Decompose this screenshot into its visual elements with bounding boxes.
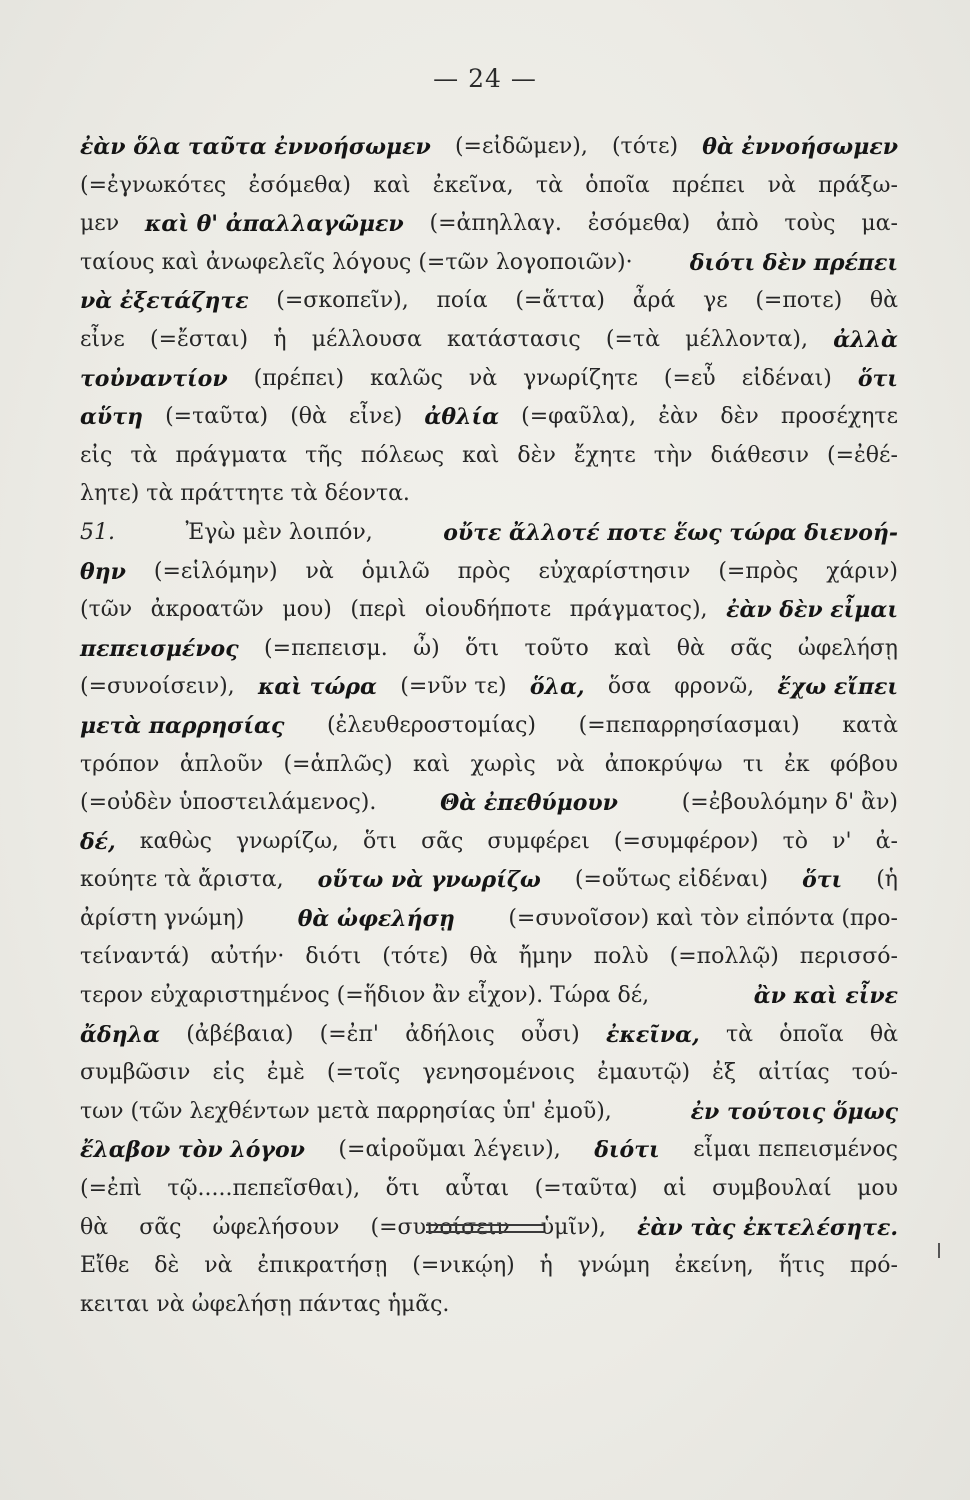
emphasized-phrase: πεπεισμένος [80, 635, 239, 662]
text-word: δὲ [154, 1253, 180, 1279]
emphasized-phrase: διότι δὲν πρέπει [689, 249, 898, 276]
text-word: (=ἅττα) [515, 288, 605, 314]
text-word: πράξω- [818, 172, 898, 198]
text-line [80, 1170, 898, 1209]
text-word: (=νῦν τε) [400, 674, 507, 700]
text-word: θὰ [80, 1214, 109, 1240]
text-line [80, 1054, 898, 1093]
text-word: ἡ [539, 1253, 553, 1279]
text-word: ἐμὲ [266, 1060, 305, 1086]
end-rule-top [426, 1224, 544, 1226]
text-word: (=ταῦτα) [534, 1176, 638, 1202]
text-word: τοῦτο [524, 635, 589, 661]
text-word: περισσό- [799, 944, 898, 970]
text-word: τῆς [305, 442, 343, 468]
text-word: τού- [851, 1060, 898, 1086]
text-word: συμβουλαί [712, 1176, 832, 1202]
text-line [80, 437, 898, 476]
text-line [80, 128, 898, 167]
text-word: νὰ [556, 751, 585, 777]
text-word: προσέχητε [780, 404, 898, 430]
text-word: (=οὐδὲν ὑποστειλάμενος). [80, 790, 377, 816]
text-word: σᾶς [139, 1214, 182, 1240]
text-word: φρονῶ, [674, 674, 755, 700]
text-word: ἐσόμεθα) [587, 211, 691, 237]
text-word: (=ἐπ' [319, 1021, 379, 1047]
text-word: (ἀβέβαια) [186, 1021, 294, 1047]
text-word: αὗται [445, 1176, 510, 1202]
text-word: μέλλοντα), [685, 326, 808, 352]
emphasized-phrase: Θὰ ἐπεθύμουν [440, 790, 618, 817]
text-word: ἐκ [784, 751, 810, 777]
text-word: οἱουδήποτε [424, 597, 552, 623]
text-line [80, 1209, 898, 1248]
text-line [80, 282, 898, 321]
text-word: καὶ [614, 635, 652, 661]
margin-mark [938, 1243, 940, 1258]
text-word: καὶ [462, 442, 500, 468]
text-word: σᾶς [421, 828, 464, 854]
emphasized-phrase: δέ, [80, 828, 116, 855]
text-word: ἐσόμεθα) [248, 172, 351, 198]
text-word: θὰ [469, 944, 498, 970]
text-word: (=συνοίσειν), [80, 674, 235, 700]
text-word: εἰς [80, 442, 113, 468]
text-word: ἔχητε [573, 442, 636, 468]
text-line [80, 514, 898, 553]
text-word: ὑμῖν), [540, 1214, 606, 1240]
text-line [80, 977, 898, 1016]
emphasized-phrase: οὔτε ἄλλοτέ ποτε ἕως τώρα διενοή- [443, 519, 898, 546]
text-word: πρό- [849, 1253, 898, 1279]
text-word: νὰ [767, 172, 796, 198]
text-word: αἰτίας [758, 1060, 830, 1086]
text-word: τρόπον [80, 751, 160, 777]
text-line [80, 205, 898, 244]
text-word: ἆρά [632, 288, 676, 314]
text-word: πρέπει [672, 172, 746, 198]
emphasized-phrase: ἐὰν τὰς ἐκτελέσητε. [637, 1214, 898, 1241]
text-word: θὰ [869, 1021, 898, 1047]
emphasized-phrase: ἄδηλα [80, 1021, 160, 1048]
text-word: εἶνε) [348, 404, 403, 430]
text-word: εὐχαρίστησιν [538, 558, 691, 584]
text-word: τοὺς [784, 211, 836, 237]
text-word: δὲν [720, 404, 759, 430]
text-word: τείναντά) [80, 944, 190, 970]
text-line [80, 244, 898, 283]
text-word: γνωρίζω, [236, 828, 339, 854]
text-line [80, 707, 898, 746]
text-word: αὐτήν· [210, 944, 285, 970]
text-word: (=ποτε) [755, 288, 843, 314]
text-word: γνώμη [577, 1253, 650, 1279]
text-word: λητε) τὰ πράττητε τὰ δέοντα. [80, 481, 410, 507]
text-word: (τότε) [611, 134, 679, 159]
text-line [80, 900, 898, 939]
emphasized-phrase: ἂν καὶ εἶνε [753, 983, 898, 1010]
text-line [80, 1247, 898, 1286]
emphasized-phrase: μετὰ παρρησίας [80, 712, 285, 739]
text-word: ὦ) [413, 635, 440, 661]
text-word: (=πεπαρρησίασμαι) [578, 712, 800, 738]
text-word: μέλλουσα [311, 326, 422, 352]
text-word: ὁμιλῶ [361, 558, 430, 584]
emphasized-phrase: ἔλαβον τὸν λόγον [80, 1137, 305, 1164]
text-line [80, 630, 898, 669]
text-word: δὲν [517, 442, 556, 468]
emphasized-phrase: ἀθλία [424, 404, 500, 431]
page-number: — 24 — [433, 64, 537, 93]
text-word: (τῶν [80, 597, 133, 623]
text-line [80, 1016, 898, 1055]
text-word: τὰ [535, 172, 563, 198]
text-word: γενησομένοις [422, 1060, 575, 1086]
text-word: ἐκείνη, [674, 1253, 754, 1279]
text-word: 51. [80, 519, 115, 545]
text-word: εἰδέναι) [741, 365, 832, 391]
text-word: ἐξ [712, 1060, 737, 1086]
text-word: χάριν) [826, 558, 898, 584]
text-line [80, 746, 898, 785]
text-word: (=πρὸς [718, 558, 799, 584]
text-word: (=σκοπεῖν), [276, 288, 409, 314]
text-word: (=εἱλόμην) [153, 558, 278, 584]
text-line [80, 475, 898, 514]
text-word: οὖσι) [520, 1021, 580, 1047]
text-word: μου) [282, 597, 332, 623]
text-word: (=ἀπηλλαγ. [429, 211, 562, 237]
emphasized-phrase: διότι [594, 1137, 660, 1164]
text-word: ὁποῖα [779, 1021, 844, 1047]
text-word: (=συμφέρον) [613, 828, 759, 854]
text-word: ὅτι [385, 1176, 420, 1202]
text-line [80, 321, 898, 360]
text-line [80, 861, 898, 900]
text-word: (θὰ [290, 404, 327, 430]
emphasized-phrase: ἐν τούτοις ὅμως [690, 1098, 898, 1125]
emphasized-phrase: οὕτω νὰ γνωρίζω [317, 867, 541, 894]
emphasized-phrase: θὰ ἐννοήσωμεν [702, 134, 898, 160]
text-word: γε [703, 288, 728, 314]
text-word: ἀ- [875, 828, 898, 854]
text-line [80, 1286, 898, 1325]
text-word: διάθεσιν [710, 442, 809, 468]
text-word: (=συνοίσειν [370, 1214, 510, 1240]
text-word: καλῶς [370, 365, 443, 391]
text-word: (=εἰδῶμεν), [454, 134, 588, 159]
body-text [80, 128, 898, 1324]
text-word: πρὸς [457, 558, 511, 584]
text-word: (περὶ [350, 597, 407, 623]
emphasized-phrase: ὅτι [857, 365, 898, 392]
text-word: ἡ [273, 326, 287, 352]
text-word: συμφέρει [487, 828, 590, 854]
text-word: πράγματος), [569, 597, 708, 623]
emphasized-phrase: ἀλλὰ [833, 326, 898, 353]
text-word: ἀποκρύψω [604, 751, 723, 777]
text-word: πράγματα [175, 442, 288, 468]
emphasized-phrase: ἔχω εἴπει [777, 674, 898, 701]
text-word: θὰ [869, 288, 898, 314]
text-word: ἀδήλοις [405, 1021, 495, 1047]
emphasized-phrase: θὰ ὠφελήσῃ [297, 905, 455, 932]
text-word: μα- [861, 211, 898, 237]
text-word: τὸ [782, 828, 809, 854]
text-word: των (τῶν λεχθέντων μετὰ παρρησίας ὑπ' ἐμοῦ), [80, 1098, 612, 1124]
text-word: ὅτι [362, 828, 398, 854]
text-word: νὰ [468, 365, 498, 391]
text-line [80, 1131, 898, 1170]
text-word: νὰ [204, 1253, 233, 1279]
text-word: (=ἐθέ- [826, 442, 898, 468]
text-line [80, 553, 898, 592]
text-word: ἐμαυτῷ) [597, 1060, 691, 1086]
text-word: (=τοῖς [326, 1060, 401, 1086]
text-word: πόλεως [360, 442, 445, 468]
text-line [80, 398, 898, 437]
text-line [80, 360, 898, 399]
text-word: (=ἐπὶ [80, 1176, 142, 1202]
emphasized-phrase: αὕτη [80, 404, 143, 431]
text-word: (ἐλευθεροστομίας) [326, 712, 537, 738]
text-line [80, 784, 898, 823]
text-word: (=εὖ [663, 365, 716, 391]
text-line [80, 938, 898, 977]
text-word: ὅσα [607, 674, 651, 700]
text-word: ἤμην [518, 944, 573, 970]
text-word: (=συνοῖσον) καὶ τὸν εἰπόντα (προ- [508, 905, 898, 931]
text-word: εἰς [212, 1060, 245, 1086]
emphasized-phrase: νὰ ἐξετάζητε [80, 288, 249, 315]
emphasized-phrase: ἐὰν ὅλα ταῦτα ἐννοήσωμεν [80, 134, 431, 160]
text-word: (=ἔσται) [150, 326, 249, 352]
end-rule-bottom [426, 1231, 544, 1233]
text-word: τι [742, 751, 764, 777]
text-word: ποία [436, 288, 488, 314]
text-word: ἐὰν [658, 404, 699, 430]
text-word: ἐπικρατήσῃ [257, 1253, 388, 1279]
text-word: καὶ [373, 172, 411, 198]
text-word: τῷ.....πεπεῖσθαι), [167, 1176, 361, 1202]
text-word: (=φαῦλα), [521, 404, 637, 430]
text-word: Ἐγὼ μὲν λοιπόν, [185, 519, 373, 545]
text-word: ἀπὸ [716, 211, 759, 237]
emphasized-phrase: ἐὰν δὲν εἶμαι [726, 597, 898, 624]
text-word: θὰ [676, 635, 705, 661]
text-word: ἁπλοῦν [179, 751, 264, 777]
text-word: (=νικῴη) [412, 1253, 515, 1279]
text-word: κατὰ [842, 712, 898, 738]
text-word: (=ἐβουλόμην δ' ἂν) [681, 790, 898, 816]
text-word: Εἴθε [80, 1253, 130, 1279]
text-word: νὰ [305, 558, 334, 584]
text-word: τὰ [725, 1021, 753, 1047]
text-word: (=πολλῷ) [669, 944, 779, 970]
text-word: κειται νὰ ὠφελήσῃ πάντας ἡμᾶς. [80, 1291, 450, 1317]
text-word: διότι [305, 944, 362, 970]
text-word: γνωρίζητε [523, 365, 638, 391]
text-word: μου [857, 1176, 898, 1202]
emphasized-phrase: ὅτι [802, 867, 843, 894]
emphasized-phrase: θην [80, 558, 126, 585]
text-line [80, 1093, 898, 1132]
text-word: ὠφελήσῃ [797, 635, 898, 661]
text-word: (=πεπεισμ. [264, 635, 388, 661]
text-word: πολὺ [593, 944, 649, 970]
text-word: εἶμαι πεπεισμένος [693, 1137, 898, 1163]
text-word: (=αἱροῦμαι λέγειν), [338, 1137, 561, 1163]
text-word: ἀρίστη γνώμη) [80, 905, 245, 931]
text-word: (=οὕτως εἰδέναι) [574, 867, 769, 893]
emphasized-phrase: ὅλα, [529, 674, 585, 701]
text-word: καθὼς [139, 828, 212, 854]
text-word: τὰ [130, 442, 158, 468]
text-word: ἀκροατῶν [150, 597, 264, 623]
text-word: ταίους καὶ ἀνωφελεῖς λόγους (=τῶν λογοποιῶν)· [80, 249, 633, 275]
text-word: (πρέπει) [253, 365, 345, 391]
text-word: συμβῶσιν [80, 1060, 191, 1086]
text-word: κατάστασις [447, 326, 581, 352]
text-word: τερον εὐχαριστημένος (=ἥδιον ἂν εἶχον). Τώρα δέ, [80, 983, 650, 1009]
text-word: (=ἁπλῶς) [283, 751, 393, 777]
text-word: κούητε τὰ ἄριστα, [80, 867, 284, 893]
emphasized-phrase: καὶ τώρα [257, 674, 377, 701]
text-word: καὶ [412, 751, 451, 777]
text-word: τὴν [653, 442, 693, 468]
text-word: (=ταῦτα) [165, 404, 269, 430]
text-word: φόβου [830, 751, 898, 777]
text-line [80, 591, 898, 630]
emphasized-phrase: τοὐναντίον [80, 365, 228, 392]
text-word: σᾶς [730, 635, 773, 661]
text-word: ἥτις [778, 1253, 825, 1279]
text-word: ν' [832, 828, 852, 854]
text-line [80, 668, 898, 707]
text-word: αἱ [663, 1176, 687, 1202]
text-line [80, 167, 898, 206]
emphasized-phrase: καὶ θ' ἀπαλλαγῶμεν [144, 211, 404, 238]
text-word: εἶνε [80, 326, 125, 352]
text-word: ἐκεῖνα, [432, 172, 514, 198]
text-word: ὠφελήσουν [212, 1214, 340, 1240]
text-word: ὅτι [465, 635, 500, 661]
text-word: ὁποῖα [585, 172, 650, 198]
text-word: χωρὶς [470, 751, 536, 777]
text-line [80, 823, 898, 862]
emphasized-phrase: ἐκεῖνα, [605, 1021, 700, 1048]
text-word: (ἡ [876, 867, 898, 893]
text-word: (=τὰ [605, 326, 660, 352]
text-word: (=ἐγνωκότες [80, 172, 227, 198]
text-word: μεν [80, 211, 120, 237]
text-word: (τότε) [382, 944, 449, 970]
